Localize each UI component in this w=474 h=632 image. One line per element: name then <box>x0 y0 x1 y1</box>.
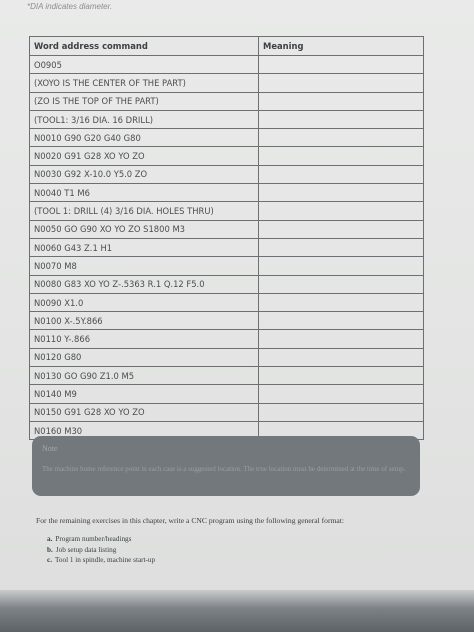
table-row <box>30 238 424 256</box>
command-cell: N0040 T1 M6 <box>30 184 259 202</box>
table-header-row <box>30 37 424 56</box>
table-row <box>30 385 424 403</box>
header-meaning: Meaning <box>259 37 424 56</box>
command-cell: N0110 Y-.866 <box>30 330 259 348</box>
meaning-cell[interactable] <box>259 165 424 183</box>
list-item: c. Tool 1 in spindle, machine start-up <box>47 556 156 564</box>
list-item: a. Program number/headings <box>47 535 132 543</box>
meaning-cell[interactable] <box>259 92 424 110</box>
command-cell: (TOOL 1: DRILL (4) 3/16 DIA. HOLES THRU) <box>30 202 259 220</box>
table-row <box>30 257 424 275</box>
meaning-cell[interactable] <box>259 367 424 385</box>
table-row <box>30 56 424 74</box>
command-cell: N0060 G43 Z.1 H1 <box>30 238 259 256</box>
meaning-cell[interactable] <box>259 110 424 128</box>
meaning-cell[interactable] <box>259 147 424 165</box>
table-body <box>30 56 424 440</box>
meaning-cell[interactable] <box>259 202 424 220</box>
header-word-address-command: Word address command <box>30 37 259 56</box>
command-cell: N0010 G90 G20 G40 G80 <box>30 129 259 147</box>
table-row <box>30 74 424 92</box>
command-cell: N0120 G80 <box>30 348 259 366</box>
diameter-footnote: *DIA indicates diameter. <box>27 2 113 11</box>
table-row <box>30 220 424 238</box>
command-cell: N0030 G92 X-10.0 Y5.0 ZO <box>30 165 259 183</box>
meaning-cell[interactable] <box>259 184 424 202</box>
meaning-cell[interactable] <box>259 129 424 147</box>
table-row <box>30 330 424 348</box>
meaning-cell[interactable] <box>259 312 424 330</box>
meaning-cell[interactable] <box>259 56 424 74</box>
command-cell: N0140 M9 <box>30 385 259 403</box>
meaning-cell[interactable] <box>259 330 424 348</box>
command-cell: (XOYO IS THE CENTER OF THE PART) <box>30 74 259 92</box>
command-cell: N0050 GO G90 XO YO ZO S1800 M3 <box>30 220 259 238</box>
list-item: b. Job setup data listing <box>47 545 117 554</box>
table-row <box>30 147 424 165</box>
command-cell: N0080 G83 XO YO Z-.5363 R.1 Q.12 F5.0 <box>30 275 259 293</box>
command-cell: N0100 X-.5Y.866 <box>30 312 259 330</box>
meaning-cell[interactable] <box>259 257 424 275</box>
exercise-intro: For the remaining exercises in this chapter, write a CNC program using the following general format: <box>36 516 345 525</box>
meaning-cell[interactable] <box>259 403 424 421</box>
meaning-cell[interactable] <box>259 385 424 403</box>
command-cell: (ZO IS THE TOP OF THE PART) <box>30 92 259 110</box>
meaning-cell[interactable] <box>259 275 424 293</box>
format-list <box>47 534 155 566</box>
table-row <box>30 293 424 311</box>
page-shadow <box>0 590 474 632</box>
table-row <box>30 312 424 330</box>
meaning-cell[interactable] <box>259 220 424 238</box>
table-row <box>30 165 424 183</box>
meaning-cell[interactable] <box>259 74 424 92</box>
table-row <box>30 403 424 421</box>
command-cell: N0160 M30 <box>30 421 259 439</box>
table-row <box>30 110 424 128</box>
command-cell: O0905 <box>30 56 259 74</box>
command-cell: N0130 GO G90 Z1.0 M5 <box>30 367 259 385</box>
note-label: Note <box>42 444 58 453</box>
meaning-cell[interactable] <box>259 348 424 366</box>
table-row <box>30 92 424 110</box>
word-address-table <box>29 36 424 440</box>
command-cell: (TOOL1: 3/16 DIA. 16 DRILL) <box>30 110 259 128</box>
meaning-cell[interactable] <box>259 238 424 256</box>
command-cell: N0150 G91 G28 XO YO ZO <box>30 403 259 421</box>
command-cell: N0070 M8 <box>30 257 259 275</box>
table-row <box>30 367 424 385</box>
table-row <box>30 348 424 366</box>
table-row <box>30 129 424 147</box>
note-text: The machine home reference point in each case is a suggested location. The true location must be determined at the time of setup. <box>42 465 406 473</box>
table-row <box>30 275 424 293</box>
table-row <box>30 202 424 220</box>
meaning-cell[interactable] <box>259 293 424 311</box>
table-row <box>30 184 424 202</box>
command-cell: N0090 X1.0 <box>30 293 259 311</box>
note-box <box>32 436 420 496</box>
command-cell: N0020 G91 G28 XO YO ZO <box>30 147 259 165</box>
